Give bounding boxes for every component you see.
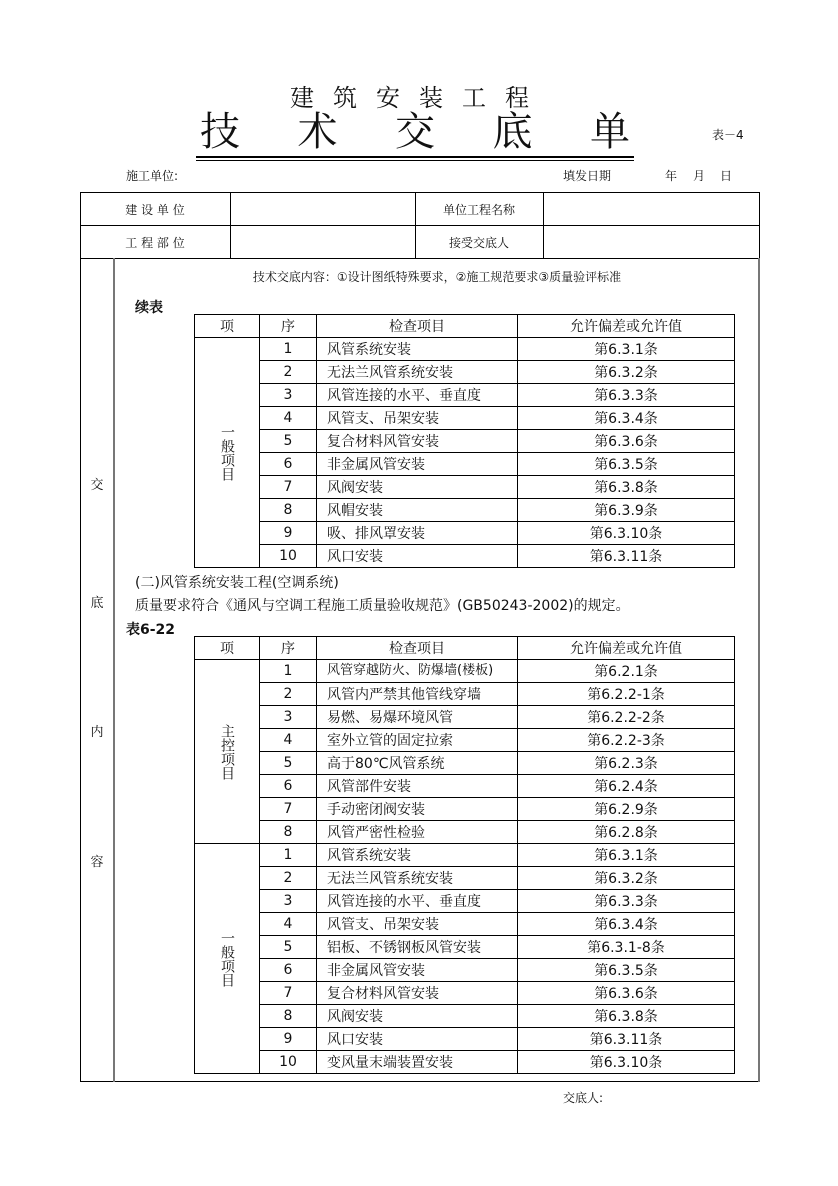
table-row <box>195 890 735 913</box>
table-header-row <box>195 315 735 338</box>
row-item: 风口安装 <box>317 545 518 568</box>
category-cell: 一般项目 <box>195 338 260 568</box>
row-value: 第6.2.2-1条 <box>518 683 735 706</box>
row-value: 第6.3.5条 <box>518 453 735 476</box>
table-row <box>195 982 735 1005</box>
table-header-row <box>195 637 735 660</box>
row-item: 非金属风管安装 <box>317 453 518 476</box>
table-row <box>195 1051 735 1074</box>
header-category: 项 <box>195 315 260 338</box>
section2-heading: (二)风管系统安装工程(空调系统) <box>135 575 339 591</box>
row-item: 室外立管的固定拉索 <box>317 729 518 752</box>
row-no: 9 <box>260 522 317 545</box>
row-value: 第6.2.9条 <box>518 798 735 821</box>
row-value: 第6.3.3条 <box>518 890 735 913</box>
table-row <box>195 844 735 867</box>
table-row <box>195 752 735 775</box>
row-item: 风口安装 <box>317 1028 518 1051</box>
row-item: 风管内严禁其他管线穿墙 <box>317 683 518 706</box>
side-label-char: 内 <box>90 725 104 740</box>
right-border <box>758 258 760 1082</box>
row-no: 5 <box>260 752 317 775</box>
row-item: 风管支、吊架安装 <box>317 407 518 430</box>
row-item: 风管严密性检验 <box>317 821 518 844</box>
row-item: 风帽安装 <box>317 499 518 522</box>
side-divider <box>113 258 115 1082</box>
header-no: 序 <box>260 315 317 338</box>
table2-caption: 表6-22 <box>126 622 176 638</box>
row-item: 复合材料风管安装 <box>317 430 518 453</box>
row-value: 第6.3.2条 <box>518 361 735 384</box>
category-cell: 一般项目 <box>195 844 260 1074</box>
day-label: 日 <box>720 169 733 183</box>
table-row <box>195 936 735 959</box>
table-row <box>195 499 735 522</box>
row-value: 第6.3.11条 <box>518 545 735 568</box>
row-value: 第6.3.10条 <box>518 522 735 545</box>
row-value: 第6.3.1条 <box>518 844 735 867</box>
title-underline-thin <box>196 160 634 161</box>
divider <box>80 225 760 226</box>
row-item: 风管部件安装 <box>317 775 518 798</box>
row-no: 8 <box>260 821 317 844</box>
row-item: 吸、排风罩安装 <box>317 522 518 545</box>
row-value: 第6.3.6条 <box>518 982 735 1005</box>
row-value: 第6.3.11条 <box>518 1028 735 1051</box>
row-no: 1 <box>260 338 317 361</box>
table-row <box>195 729 735 752</box>
row-value: 第6.3.9条 <box>518 499 735 522</box>
row-item: 无法兰风管系统安装 <box>317 867 518 890</box>
title-underline <box>196 156 634 158</box>
row-value: 第6.3.5条 <box>518 959 735 982</box>
table1-caption: 续表 <box>135 300 163 316</box>
row-value: 第6.3.1-8条 <box>518 936 735 959</box>
divider <box>230 192 231 258</box>
category-cell: 主控项目 <box>195 660 260 844</box>
side-label-char: 底 <box>90 596 104 611</box>
project-part-label: 工 程 部 位 <box>125 236 185 250</box>
row-no: 9 <box>260 1028 317 1051</box>
row-no: 4 <box>260 407 317 430</box>
row-item: 复合材料风管安装 <box>317 982 518 1005</box>
row-item: 无法兰风管系统安装 <box>317 361 518 384</box>
title-char: 单 <box>590 109 630 155</box>
title-char: 底 <box>492 109 533 155</box>
row-value: 第6.3.3条 <box>518 384 735 407</box>
row-value: 第6.3.2条 <box>518 867 735 890</box>
row-value: 第6.3.1条 <box>518 338 735 361</box>
row-value: 第6.3.8条 <box>518 1005 735 1028</box>
section2-requirement: 质量要求符合《通风与空调工程施工质量验收规范》(GB50243-2002)的规定。 <box>135 598 630 614</box>
table-row <box>195 867 735 890</box>
discloser-label: 交底人: <box>563 1091 604 1105</box>
form-number: 表－4 <box>712 128 744 142</box>
title-char: 技 <box>200 109 240 155</box>
header-category: 项 <box>195 637 260 660</box>
disclosure-intro: 技术交底内容：①设计图纸特殊要求，②施工规范要求③质量验评标准 <box>252 270 622 284</box>
row-value: 第6.2.4条 <box>518 775 735 798</box>
row-no: 6 <box>260 959 317 982</box>
row-no: 2 <box>260 361 317 384</box>
table-row <box>195 913 735 936</box>
side-label-char: 交 <box>90 478 104 493</box>
table-row <box>195 384 735 407</box>
table-row <box>195 522 735 545</box>
table2 <box>194 636 735 1074</box>
title-char: 交 <box>395 109 435 155</box>
row-item: 易燃、易爆环境风管 <box>317 706 518 729</box>
row-no: 8 <box>260 1005 317 1028</box>
row-item: 风阀安装 <box>317 476 518 499</box>
row-item: 变风量末端装置安装 <box>317 1051 518 1074</box>
header-item: 检查项目 <box>317 315 518 338</box>
row-no: 2 <box>260 867 317 890</box>
table-row <box>195 660 735 683</box>
row-no: 7 <box>260 476 317 499</box>
row-value: 第6.3.10条 <box>518 1051 735 1074</box>
table-row <box>195 821 735 844</box>
table-row <box>195 453 735 476</box>
table-row <box>195 361 735 384</box>
row-item: 风阀安装 <box>317 1005 518 1028</box>
header-value: 允许偏差或允许值 <box>518 315 735 338</box>
row-item: 非金属风管安装 <box>317 959 518 982</box>
title-char: 术 <box>297 109 338 155</box>
row-item: 高于80℃风管系统 <box>317 752 518 775</box>
row-no: 6 <box>260 775 317 798</box>
table-row <box>195 683 735 706</box>
table-row <box>195 1005 735 1028</box>
row-value: 第6.2.8条 <box>518 821 735 844</box>
document-title <box>200 110 630 154</box>
table-row <box>195 1028 735 1051</box>
table-row <box>195 407 735 430</box>
row-no: 4 <box>260 913 317 936</box>
divider <box>80 258 760 259</box>
row-value: 第6.2.3条 <box>518 752 735 775</box>
row-no: 5 <box>260 430 317 453</box>
row-value: 第6.3.6条 <box>518 430 735 453</box>
row-item: 风管支、吊架安装 <box>317 913 518 936</box>
row-no: 10 <box>260 545 317 568</box>
row-item: 风管穿越防火、防爆墙(楼板) <box>317 660 518 683</box>
header-no: 序 <box>260 637 317 660</box>
row-no: 3 <box>260 706 317 729</box>
table-row <box>195 430 735 453</box>
construction-unit-label: 施工单位: <box>126 169 179 183</box>
table-row <box>195 798 735 821</box>
table-row <box>195 706 735 729</box>
row-no: 3 <box>260 384 317 407</box>
divider <box>543 192 544 258</box>
project-name-label: 单位工程名称 <box>442 203 515 217</box>
row-no: 3 <box>260 890 317 913</box>
document-subtitle: 建筑安装工程 <box>290 84 548 112</box>
issue-date-label: 填发日期 <box>563 169 612 183</box>
table1 <box>194 314 735 568</box>
row-value: 第6.2.2-2条 <box>518 706 735 729</box>
row-value: 第6.3.4条 <box>518 407 735 430</box>
owner-unit-label: 建 设 单 位 <box>125 203 185 217</box>
row-item: 风管系统安装 <box>317 844 518 867</box>
row-no: 7 <box>260 798 317 821</box>
side-label-char: 容 <box>90 855 104 870</box>
year-label: 年 <box>665 169 678 183</box>
row-value: 第6.3.8条 <box>518 476 735 499</box>
row-value: 第6.3.4条 <box>518 913 735 936</box>
row-item: 手动密闭阀安装 <box>317 798 518 821</box>
row-item: 风管连接的水平、垂直度 <box>317 384 518 407</box>
header-value: 允许偏差或允许值 <box>518 637 735 660</box>
header-item: 检查项目 <box>317 637 518 660</box>
table-row <box>195 476 735 499</box>
row-no: 5 <box>260 936 317 959</box>
row-value: 第6.2.1条 <box>518 660 735 683</box>
row-no: 1 <box>260 844 317 867</box>
row-no: 1 <box>260 660 317 683</box>
row-item: 风管系统安装 <box>317 338 518 361</box>
row-no: 2 <box>260 683 317 706</box>
receiver-label: 接受交底人 <box>448 236 509 250</box>
row-no: 4 <box>260 729 317 752</box>
table-row <box>195 545 735 568</box>
table-row <box>195 338 735 361</box>
table-row <box>195 775 735 798</box>
row-item: 风管连接的水平、垂直度 <box>317 890 518 913</box>
row-no: 8 <box>260 499 317 522</box>
month-label: 月 <box>693 169 706 183</box>
row-value: 第6.2.2-3条 <box>518 729 735 752</box>
row-item: 铝板、不锈钢板风管安装 <box>317 936 518 959</box>
row-no: 7 <box>260 982 317 1005</box>
row-no: 6 <box>260 453 317 476</box>
row-no: 10 <box>260 1051 317 1074</box>
table-row <box>195 959 735 982</box>
